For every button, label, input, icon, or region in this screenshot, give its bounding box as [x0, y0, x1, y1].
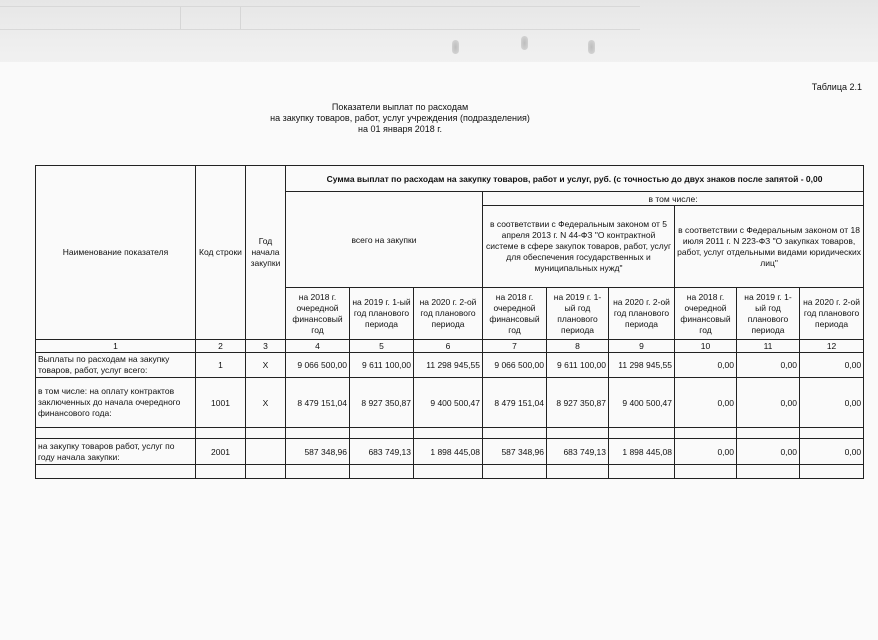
column-number: 10	[675, 340, 737, 353]
punch-hole-mark	[588, 40, 595, 54]
column-number: 2	[196, 340, 246, 353]
header-period-2020: на 2020 г. 2-ой год планового периода	[800, 288, 864, 340]
document-page	[0, 62, 878, 640]
header-fz44: в соответствии с Федеральным законом от 5 апреля 2013 г. N 44-ФЗ "О контрактной системе в сфере закупок товаров, работ, услуг для обеспечения государственных и муниципальных нужд"	[483, 206, 675, 288]
table-row	[36, 439, 864, 465]
punch-hole-mark	[452, 40, 459, 54]
header-period-2018: на 2018 г. очередной финансовый год	[483, 288, 547, 340]
value-cell: 9 400 500,47	[609, 378, 675, 428]
title-line: Показатели выплат по расходам	[331, 102, 469, 112]
header-code: Код строки	[196, 166, 246, 340]
row-code: 1	[196, 353, 246, 378]
header-name: Наименование показателя	[36, 166, 196, 340]
header-period-2020: на 2020 г. 2-ой год планового периода	[609, 288, 675, 340]
value-cell: 8 479 151,04	[286, 378, 350, 428]
column-number: 12	[800, 340, 864, 353]
header-period-2019: на 2019 г. 1-ый год планового периода	[547, 288, 609, 340]
column-number-row	[36, 340, 864, 353]
row-name: Выплаты по расходам на закупку товаров, работ, услуг всего:	[36, 353, 196, 378]
table-row-empty	[36, 465, 864, 479]
column-number: 1	[36, 340, 196, 353]
value-cell: 9 066 500,00	[286, 353, 350, 378]
column-number: 11	[737, 340, 800, 353]
value-cell: 587 348,96	[483, 439, 547, 465]
title-line: на 01 января 2018 г.	[357, 124, 442, 134]
value-cell: 0,00	[737, 439, 800, 465]
header-including: в том числе:	[483, 192, 864, 206]
header-period-2020: на 2020 г. 2-ой год планового периода	[414, 288, 483, 340]
header-year: Год начала закупки	[246, 166, 286, 340]
header-period-2019: на 2019 г. 1-ый год планового периода	[737, 288, 800, 340]
table-caption: Таблица 2.1	[811, 82, 862, 92]
punch-hole-mark	[521, 36, 528, 50]
header-period-2019: на 2019 г. 1-ый год планового периода	[350, 288, 414, 340]
column-number: 8	[547, 340, 609, 353]
row-code: 2001	[196, 439, 246, 465]
value-cell: 0,00	[675, 378, 737, 428]
title-line: на закупку товаров, работ, услуг учреждения (подразделения)	[270, 113, 530, 123]
value-cell: 0,00	[800, 439, 864, 465]
value-cell: 0,00	[737, 353, 800, 378]
value-cell: 1 898 445,08	[609, 439, 675, 465]
document-title	[260, 102, 540, 135]
value-cell: 8 927 350,87	[350, 378, 414, 428]
value-cell: 0,00	[800, 353, 864, 378]
value-cell: 683 749,13	[350, 439, 414, 465]
value-cell: 9 066 500,00	[483, 353, 547, 378]
header-fz223: в соответствии с Федеральным законом от 18 июля 2011 г. N 223-ФЗ "О закупках товаров, работ, услуг отдельными видами юридических лиц"	[675, 206, 864, 288]
value-cell: 11 298 945,55	[609, 353, 675, 378]
bleed-through-row	[0, 6, 640, 30]
table-row	[36, 353, 864, 378]
column-number: 6	[414, 340, 483, 353]
row-name: в том числе: на оплату контрактов заключенных до начала очередного финансового года:	[36, 378, 196, 428]
value-cell: 9 611 100,00	[547, 353, 609, 378]
column-number: 4	[286, 340, 350, 353]
value-cell: 9 400 500,47	[414, 378, 483, 428]
value-cell: 0,00	[675, 353, 737, 378]
payments-table	[35, 165, 864, 479]
row-year: X	[246, 378, 286, 428]
row-name: на закупку товаров работ, услуг по году начала закупки:	[36, 439, 196, 465]
column-number: 3	[246, 340, 286, 353]
row-code: 1001	[196, 378, 246, 428]
header-period-2018: на 2018 г. очередной финансовый год	[286, 288, 350, 340]
value-cell: 0,00	[737, 378, 800, 428]
row-year	[246, 439, 286, 465]
value-cell: 587 348,96	[286, 439, 350, 465]
column-number: 9	[609, 340, 675, 353]
row-year: X	[246, 353, 286, 378]
value-cell: 683 749,13	[547, 439, 609, 465]
column-number: 5	[350, 340, 414, 353]
header-total: всего на закупки	[286, 192, 483, 288]
header-sum-title: Сумма выплат по расходам на закупку товаров, работ и услуг, руб. (с точностью до двух знаков после запятой - 0,00	[286, 166, 864, 192]
scan-background-top	[0, 0, 878, 70]
value-cell: 9 611 100,00	[350, 353, 414, 378]
table-row	[36, 378, 864, 428]
value-cell: 0,00	[800, 378, 864, 428]
value-cell: 11 298 945,55	[414, 353, 483, 378]
value-cell: 8 927 350,87	[547, 378, 609, 428]
value-cell: 0,00	[675, 439, 737, 465]
table-row-empty	[36, 428, 864, 439]
column-number: 7	[483, 340, 547, 353]
header-period-2018: на 2018 г. очередной финансовый год	[675, 288, 737, 340]
value-cell: 8 479 151,04	[483, 378, 547, 428]
value-cell: 1 898 445,08	[414, 439, 483, 465]
